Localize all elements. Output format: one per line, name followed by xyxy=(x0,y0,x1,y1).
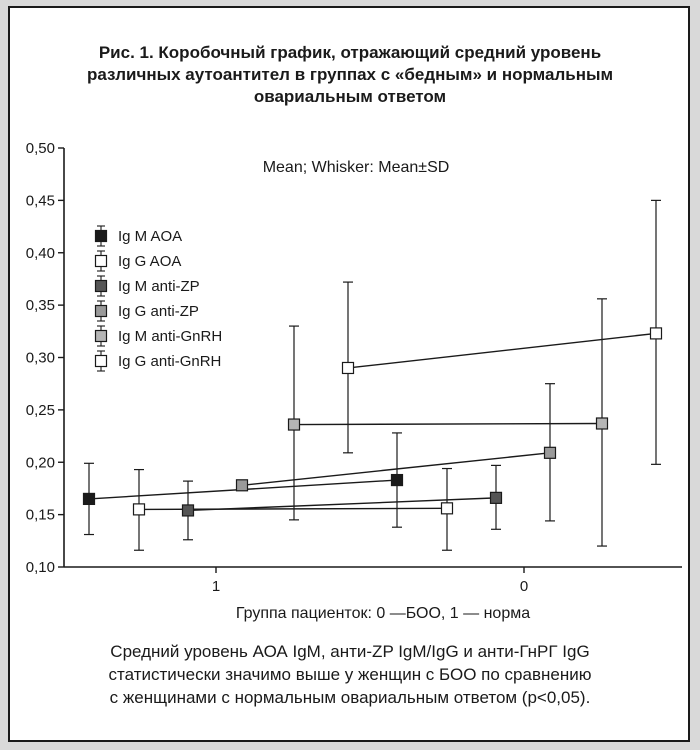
y-tick-label: 0,40 xyxy=(25,244,55,262)
legend-label: Ig M AOA xyxy=(118,228,183,245)
caption-line-3: с женщинами с нормальным овариальным ответом (р<0,05). xyxy=(109,688,591,707)
caption-line-2: статистически значимо выше у женщин с БОО по сравнению xyxy=(108,665,592,684)
legend-marker xyxy=(96,231,107,242)
legend-marker xyxy=(96,331,107,342)
data-point-group-0 xyxy=(651,328,662,339)
figure-caption xyxy=(30,640,670,709)
title-line-1: Рис. 1. Коробочный график, отражающий средний уровень xyxy=(98,43,602,62)
caption-line-1: Средний уровень АОА IgM, анти-ZP IgM/IgG и анти-ГнРГ IgG xyxy=(110,642,590,661)
title-line-3: овариальным ответом xyxy=(253,87,447,106)
legend-label: Ig G anti-ZP xyxy=(118,303,199,320)
data-point-group-1 xyxy=(237,480,248,491)
data-point-group-1 xyxy=(134,504,145,515)
series-2 xyxy=(134,469,453,551)
legend-marker xyxy=(96,256,107,267)
x-tick-label: 0 xyxy=(519,578,529,595)
data-point-group-0 xyxy=(597,418,608,429)
data-point-group-1 xyxy=(343,362,354,373)
data-point-group-0 xyxy=(545,447,556,458)
legend-marker xyxy=(96,281,107,292)
series-4 xyxy=(237,384,556,521)
series-line xyxy=(294,423,602,424)
y-tick-label: 0,20 xyxy=(25,454,55,472)
legend-marker xyxy=(96,306,107,317)
y-tick-label: 0,25 xyxy=(25,401,55,419)
y-tick-label: 0,10 xyxy=(25,559,55,576)
legend-marker xyxy=(96,356,107,367)
legend-label: Ig M anti-GnRH xyxy=(118,328,223,345)
y-tick-label: 0,45 xyxy=(25,192,55,210)
legend-entry xyxy=(96,326,223,346)
x-axis-label: Группа пациенток: 0 —БОО, 1 — норма xyxy=(235,605,531,622)
data-point-group-0 xyxy=(491,492,502,503)
y-tick-label: 0,30 xyxy=(25,349,55,367)
legend-label: Ig G AOA xyxy=(118,253,182,270)
series-3 xyxy=(183,465,502,539)
chart-subtitle: Mean; Whisker: Mean±SD xyxy=(262,159,450,176)
legend-entry xyxy=(96,351,222,371)
title-line-2: различных аутоантител в группах с «бедным» и нормальным xyxy=(86,65,614,84)
legend-entry xyxy=(96,301,199,321)
data-point-group-1 xyxy=(84,493,95,504)
y-tick-label: 0,15 xyxy=(25,506,55,524)
legend-label: Ig G anti-GnRH xyxy=(118,353,222,370)
legend-label: Ig M anti-ZP xyxy=(118,278,200,295)
data-point-group-0 xyxy=(392,475,403,486)
chart-legend xyxy=(96,226,223,371)
series-line xyxy=(348,333,656,368)
data-point-group-1 xyxy=(183,505,194,516)
legend-entry xyxy=(96,226,183,246)
legend-entry xyxy=(96,276,200,296)
data-point-group-0 xyxy=(442,503,453,514)
y-tick-label: 0,35 xyxy=(25,297,55,315)
y-tick-label: 0,50 xyxy=(25,140,55,157)
x-tick-label: 1 xyxy=(211,578,221,595)
legend-entry xyxy=(96,251,182,271)
data-point-group-1 xyxy=(289,419,300,430)
